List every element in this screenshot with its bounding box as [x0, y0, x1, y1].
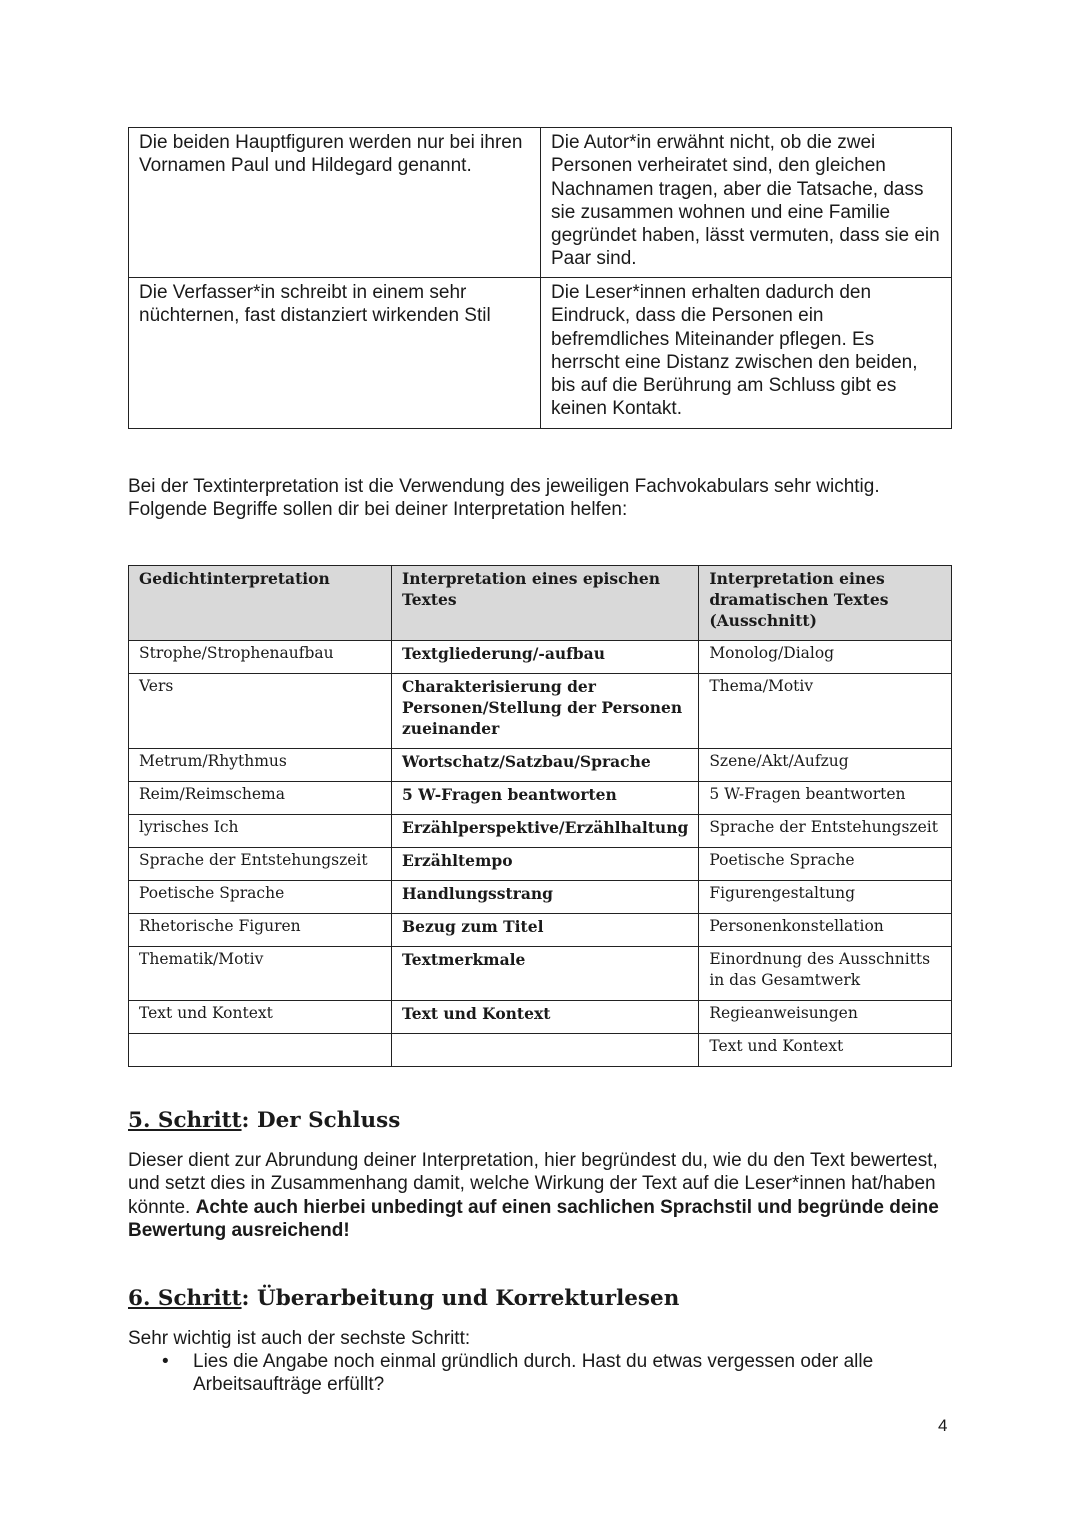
table-row — [129, 128, 952, 278]
table-cell: Die Verfasser*in schreibt in einem sehr nüchternen, fast distanziert wirkenden Stil — [129, 278, 541, 429]
table-cell: Vers — [129, 674, 392, 749]
table-cell: Regieanweisungen — [699, 1001, 952, 1034]
table-row — [129, 914, 952, 947]
table-row — [129, 881, 952, 914]
table-row — [129, 782, 952, 815]
table-row — [129, 641, 952, 674]
step6-title: : Überarbeitung und Korrekturlesen — [241, 1286, 680, 1311]
step5-number: 5. Schritt — [128, 1108, 242, 1133]
step5-text: Dieser dient zur Abrundung deiner Interpretation, hier begründest du, wie du den Text bewertest, und setzt dies in Zusammenhang damit, welche Wirkung der Text auf die Leser*innen hat/haben könnte. — [128, 1150, 938, 1218]
table-cell: Metrum/Rhythmus — [129, 749, 392, 782]
vocabulary-table — [128, 565, 952, 1067]
table-cell: Erzähltempo — [392, 848, 699, 881]
table-cell: Sprache der Entstehungszeit — [129, 848, 392, 881]
table-cell: Wortschatz/Satzbau/Sprache — [392, 749, 699, 782]
table-cell: Szene/Akt/Aufzug — [699, 749, 952, 782]
table-cell: Charakterisierung der Personen/Stellung der Personen zueinander — [392, 674, 699, 749]
table-row — [129, 749, 952, 782]
bullet-icon: • — [162, 1351, 169, 1372]
column-header: Gedichtinterpretation — [129, 566, 392, 641]
table-cell: Einordnung des Ausschnitts in das Gesamtwerk — [699, 947, 952, 1001]
table-row — [129, 1001, 952, 1034]
table-row — [129, 848, 952, 881]
table-cell: Thema/Motiv — [699, 674, 952, 749]
table-cell: Die beiden Hauptfiguren werden nur bei ihren Vornamen Paul und Hildegard genannt. — [129, 128, 541, 278]
table-cell: Bezug zum Titel — [392, 914, 699, 947]
table-cell: lyrisches Ich — [129, 815, 392, 848]
table-cell: Handlungsstrang — [392, 881, 699, 914]
table-cell: Reim/Reimschema — [129, 782, 392, 815]
table-row — [129, 815, 952, 848]
comparison-table — [128, 127, 952, 429]
table-row — [129, 674, 952, 749]
table-cell: Rhetorische Figuren — [129, 914, 392, 947]
column-header: Interpretation eines epischen Textes — [392, 566, 699, 641]
table-cell — [129, 1034, 392, 1067]
step6-number: 6. Schritt — [128, 1286, 242, 1311]
table-cell: Sprache der Entstehungszeit — [699, 815, 952, 848]
table-cell: Erzählperspektive/Erzählhaltung — [392, 815, 699, 848]
table-cell: Strophe/Strophenaufbau — [129, 641, 392, 674]
intro-paragraph: Bei der Textinterpretation ist die Verwendung des jeweiligen Fachvokabulars sehr wichtig. Folgende Begriffe sollen dir bei deiner Interpretation helfen: — [128, 476, 880, 521]
step6-paragraph: Sehr wichtig ist auch der sechste Schritt: — [128, 1328, 471, 1349]
column-header: Interpretation eines dramatischen Textes (Ausschnitt) — [699, 566, 952, 641]
table-cell: 5 W-Fragen beantworten — [392, 782, 699, 815]
table-cell: Text und Kontext — [392, 1001, 699, 1034]
table-cell: Die Autor*in erwähnt nicht, ob die zwei Personen verheiratet sind, den gleichen Nachnamen tragen, aber die Tatsache, dass sie zusammen wohnen und eine Familie gegründet haben, lässt vermuten, dass sie ein Paar sind. — [541, 128, 952, 278]
table-cell: Textmerkmale — [392, 947, 699, 1001]
step5-title: : Der Schluss — [241, 1108, 401, 1133]
table-header-row — [129, 566, 952, 641]
table-cell: Text und Kontext — [129, 1001, 392, 1034]
table-cell: Poetische Sprache — [699, 848, 952, 881]
table-cell: 5 W-Fragen beantworten — [699, 782, 952, 815]
page-number: 4 — [938, 1416, 948, 1435]
table-cell: Text und Kontext — [699, 1034, 952, 1067]
table-row — [129, 947, 952, 1001]
step6-heading — [128, 1286, 679, 1311]
bullet-text: Lies die Angabe noch einmal gründlich durch. Hast du etwas vergessen oder alle Arbeitsaufträge erfüllt? — [193, 1351, 874, 1396]
table-cell: Poetische Sprache — [129, 881, 392, 914]
step5-paragraph — [128, 1149, 958, 1242]
table-cell: Figurengestaltung — [699, 881, 952, 914]
table-row — [129, 278, 952, 429]
table-cell: Die Leser*innen erhalten dadurch den Eindruck, dass die Personen ein befremdliches Miteinander pflegen. Es herrscht eine Distanz zwischen den beiden, bis auf die Berührung am Schluss gibt es keinen Kontakt. — [541, 278, 952, 429]
table-cell: Textgliederung/-aufbau — [392, 641, 699, 674]
vocabulary-table-body — [129, 641, 952, 1067]
table-cell — [392, 1034, 699, 1067]
table-cell: Monolog/Dialog — [699, 641, 952, 674]
step5-bold-text: Achte auch hierbei unbedingt auf einen sachlichen Sprachstil und begründe deine Bewertung ausreichend! — [128, 1196, 939, 1241]
table-cell: Thematik/Motiv — [129, 947, 392, 1001]
step5-heading — [128, 1108, 400, 1133]
table-cell: Personenkonstellation — [699, 914, 952, 947]
table-row — [129, 1034, 952, 1067]
